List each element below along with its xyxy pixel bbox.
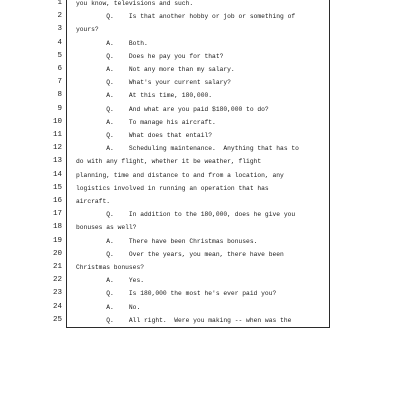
line-text: A. There have been Christmas bonuses. bbox=[76, 237, 258, 245]
line-number: 23 bbox=[52, 289, 62, 298]
line-number: 3 bbox=[57, 25, 62, 34]
transcript-line bbox=[0, 287, 400, 300]
line-text: Christmas bonuses? bbox=[76, 264, 145, 271]
transcript-line bbox=[0, 195, 400, 208]
line-number: 19 bbox=[52, 236, 62, 245]
transcript-line bbox=[0, 314, 400, 327]
line-number: 12 bbox=[52, 144, 62, 153]
transcript-line bbox=[0, 274, 400, 287]
line-number: 25 bbox=[52, 315, 62, 324]
line-text: bonuses as well? bbox=[76, 224, 137, 232]
line-text: A. Scheduling maintenance. Anything that has to bbox=[76, 145, 299, 153]
transcript-line bbox=[0, 76, 400, 89]
transcript-line bbox=[0, 23, 400, 36]
line-text: Q. Does he pay you for that? bbox=[76, 52, 224, 60]
line-text: Q. What's your current salary? bbox=[76, 79, 231, 87]
line-text: logistics involved in running an operation that has bbox=[76, 184, 269, 192]
line-number: 22 bbox=[52, 276, 62, 285]
transcript-line bbox=[0, 37, 400, 50]
line-text: Q. Over the years, you mean, there have been bbox=[76, 250, 284, 258]
line-number: 9 bbox=[57, 104, 62, 113]
line-text: Q. In addition to the 180,000, does he give you bbox=[76, 211, 296, 219]
transcript-line bbox=[0, 235, 400, 248]
line-number: 2 bbox=[57, 12, 62, 21]
line-text: Q. All right. Were you making -- when was the bbox=[76, 316, 292, 324]
line-text: planning, time and distance to and from a location, any bbox=[76, 171, 284, 179]
transcript-line bbox=[0, 129, 400, 142]
line-number: 4 bbox=[57, 38, 62, 47]
transcript-line bbox=[0, 248, 400, 261]
line-number: 14 bbox=[52, 170, 62, 179]
line-text: A. Not any more than my salary. bbox=[76, 66, 235, 73]
line-text: A. Yes. bbox=[76, 277, 145, 285]
line-text: A. At this time, 180,000. bbox=[76, 92, 213, 100]
line-number: 15 bbox=[52, 183, 62, 192]
transcript-line bbox=[0, 50, 400, 63]
line-text: A. To manage his aircraft. bbox=[76, 118, 216, 126]
line-number: 7 bbox=[57, 78, 62, 87]
line-number: 8 bbox=[57, 91, 62, 100]
line-text: Q. And what are you paid $180,000 to do? bbox=[76, 105, 269, 113]
transcript-line bbox=[0, 169, 400, 182]
line-text: you know, televisions and such. bbox=[76, 0, 194, 7]
transcript-line bbox=[0, 10, 400, 23]
line-number: 6 bbox=[57, 65, 62, 73]
line-text: A. Both. bbox=[76, 39, 148, 47]
line-text: Q. Is that another hobby or job or something of bbox=[76, 13, 296, 21]
line-number: 24 bbox=[52, 302, 62, 311]
transcript-line bbox=[0, 63, 400, 76]
transcript-line bbox=[0, 142, 400, 155]
transcript-line bbox=[0, 116, 400, 129]
line-text: Q. Is 180,000 the most he's ever paid you? bbox=[76, 290, 277, 298]
line-number: 13 bbox=[52, 157, 62, 166]
line-number: 10 bbox=[52, 117, 62, 126]
transcript-line bbox=[0, 89, 400, 102]
transcript-line bbox=[0, 155, 400, 168]
line-text: yours? bbox=[76, 26, 99, 34]
line-number: 1 bbox=[57, 0, 62, 7]
transcript-line bbox=[0, 182, 400, 195]
line-number: 20 bbox=[52, 249, 62, 258]
transcript-line bbox=[0, 0, 400, 10]
line-number: 16 bbox=[52, 197, 62, 205]
transcript-line bbox=[0, 221, 400, 234]
line-text: A. No. bbox=[76, 303, 141, 311]
line-number: 17 bbox=[52, 210, 62, 219]
transcript-line bbox=[0, 103, 400, 116]
transcript-line bbox=[0, 301, 400, 314]
line-number: 11 bbox=[52, 131, 62, 139]
line-number: 18 bbox=[52, 223, 62, 232]
transcript-line bbox=[0, 261, 400, 274]
line-number: 21 bbox=[52, 263, 62, 271]
line-number: 5 bbox=[57, 51, 62, 60]
transcript-line bbox=[0, 208, 400, 221]
line-text: aircraft. bbox=[76, 198, 111, 205]
page-border-bottom bbox=[66, 327, 330, 328]
line-text: Q. What does that entail? bbox=[76, 132, 213, 139]
line-text: do with any flight, whether it be weather, flight bbox=[76, 158, 262, 166]
